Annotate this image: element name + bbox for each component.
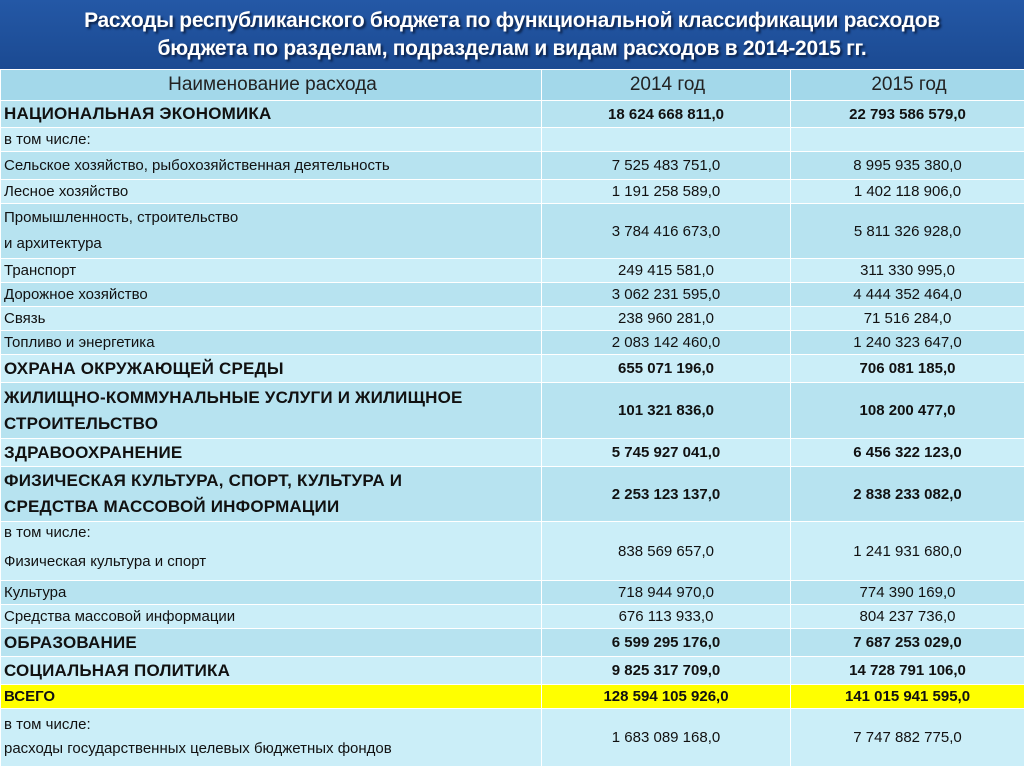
row-name: Сельское хозяйство, рыбохозяйственная деятельность: [1, 152, 542, 180]
value-2015: 6 456 322 123,0: [791, 439, 1024, 467]
value-2014: 238 960 281,0: [542, 307, 791, 331]
row-name: ЗДРАВООХРАНЕНИЕ: [1, 439, 542, 467]
table-row: [1, 605, 1024, 629]
value-2015: 5 811 326 928,0: [791, 204, 1024, 259]
table-row: [1, 307, 1024, 331]
value-2015: 1 402 118 906,0: [791, 180, 1024, 204]
title-line-2: бюджета по разделам, подразделам и видам расходов в 2014-2015 гг.: [157, 36, 867, 60]
value-2015: 22 793 586 579,0: [791, 101, 1024, 128]
row-name: Транспорт: [1, 259, 542, 283]
value-2014: 7 525 483 751,0: [542, 152, 791, 180]
value-2014: 2 083 142 460,0: [542, 331, 791, 355]
column-header-2014: 2014 год: [542, 70, 791, 101]
value-2014: 128 594 105 926,0: [542, 685, 791, 709]
row-name: [1, 709, 542, 767]
value-2014: [542, 128, 791, 152]
row-name: [1, 204, 542, 259]
value-2014: 3 062 231 595,0: [542, 283, 791, 307]
total-row: [1, 685, 1024, 709]
row-name: СОЦИАЛЬНАЯ ПОЛИТИКА: [1, 657, 542, 685]
table-row: [1, 383, 1024, 439]
value-2015: 14 728 791 106,0: [791, 657, 1024, 685]
table-row: [1, 709, 1024, 767]
value-2014: 9 825 317 709,0: [542, 657, 791, 685]
value-2015: 1 241 931 680,0: [791, 522, 1024, 581]
table-row: [1, 355, 1024, 383]
row-name: [1, 522, 542, 581]
value-2015: 7 687 253 029,0: [791, 629, 1024, 657]
table-row: [1, 629, 1024, 657]
table-row: [1, 259, 1024, 283]
row-name-line-1: в том числе:: [4, 524, 91, 541]
column-header-name: Наименование расхода: [1, 70, 542, 101]
value-2014: 5 745 927 041,0: [542, 439, 791, 467]
budget-table: [0, 69, 1024, 767]
value-2015: 71 516 284,0: [791, 307, 1024, 331]
value-2014: 249 415 581,0: [542, 259, 791, 283]
value-2014: 101 321 836,0: [542, 383, 791, 439]
row-name: [1, 383, 542, 439]
table-row: [1, 439, 1024, 467]
value-2014: 718 944 970,0: [542, 581, 791, 605]
value-2015: 1 240 323 647,0: [791, 331, 1024, 355]
row-name: ВСЕГО: [1, 685, 542, 709]
row-name-line-2: и архитектура: [4, 235, 102, 252]
row-name-line-1: Промышленность, строительство: [4, 209, 239, 226]
value-2015: 2 838 233 082,0: [791, 467, 1024, 522]
table-row: [1, 283, 1024, 307]
row-name-line-2: Физическая культура и спорт: [4, 553, 207, 570]
value-2014: 676 113 933,0: [542, 605, 791, 629]
row-name: Дорожное хозяйство: [1, 283, 542, 307]
table-row: [1, 522, 1024, 581]
table-row: [1, 128, 1024, 152]
value-2014: 3 784 416 673,0: [542, 204, 791, 259]
row-name: Лесное хозяйство: [1, 180, 542, 204]
value-2015: 774 390 169,0: [791, 581, 1024, 605]
value-2014: 1 683 089 168,0: [542, 709, 791, 767]
value-2014: 2 253 123 137,0: [542, 467, 791, 522]
row-name: [1, 467, 542, 522]
table-row: [1, 152, 1024, 180]
row-name-line-2: расходы государственных целевых бюджетных фондов: [4, 739, 392, 757]
value-2015: 8 995 935 380,0: [791, 152, 1024, 180]
table-header-row: [1, 70, 1024, 101]
row-name: Культура: [1, 581, 542, 605]
table-row: [1, 581, 1024, 605]
value-2015: 7 747 882 775,0: [791, 709, 1024, 767]
table-row: [1, 180, 1024, 204]
column-header-2015: 2015 год: [791, 70, 1024, 101]
value-2015: 706 081 185,0: [791, 355, 1024, 383]
value-2014: 1 191 258 589,0: [542, 180, 791, 204]
row-name-line-1: в том числе:: [4, 715, 91, 733]
row-name: ОБРАЗОВАНИЕ: [1, 629, 542, 657]
value-2015: 311 330 995,0: [791, 259, 1024, 283]
row-name: Средства массовой информации: [1, 605, 542, 629]
value-2015: [791, 128, 1024, 152]
row-name: НАЦИОНАЛЬНАЯ ЭКОНОМИКА: [1, 101, 542, 128]
row-name: ОХРАНА ОКРУЖАЮЩЕЙ СРЕДЫ: [1, 355, 542, 383]
table-row: [1, 101, 1024, 128]
row-name: Топливо и энергетика: [1, 331, 542, 355]
value-2015: 108 200 477,0: [791, 383, 1024, 439]
value-2014: 838 569 657,0: [542, 522, 791, 581]
value-2015: 141 015 941 595,0: [791, 685, 1024, 709]
value-2015: 804 237 736,0: [791, 605, 1024, 629]
value-2015: 4 444 352 464,0: [791, 283, 1024, 307]
row-name-line-1: ЖИЛИЩНО-КОММУНАЛЬНЫЕ УСЛУГИ И ЖИЛИЩНОЕ: [4, 387, 463, 407]
row-name: в том числе:: [1, 128, 542, 152]
row-name-line-2: СТРОИТЕЛЬСТВО: [4, 413, 159, 433]
table-row: [1, 331, 1024, 355]
slide-title: [0, 0, 1024, 69]
table-row: [1, 657, 1024, 685]
value-2014: 18 624 668 811,0: [542, 101, 791, 128]
row-name-line-2: СРЕДСТВА МАССОВОЙ ИНФОРМАЦИИ: [4, 497, 340, 516]
value-2014: 655 071 196,0: [542, 355, 791, 383]
row-name-line-1: ФИЗИЧЕСКАЯ КУЛЬТУРА, СПОРТ, КУЛЬТУРА И: [4, 471, 403, 490]
table-row: [1, 204, 1024, 259]
table-row: [1, 467, 1024, 522]
row-name: Связь: [1, 307, 542, 331]
title-line-1: Расходы республиканского бюджета по функциональной классификации расходов: [84, 8, 940, 32]
value-2014: 6 599 295 176,0: [542, 629, 791, 657]
